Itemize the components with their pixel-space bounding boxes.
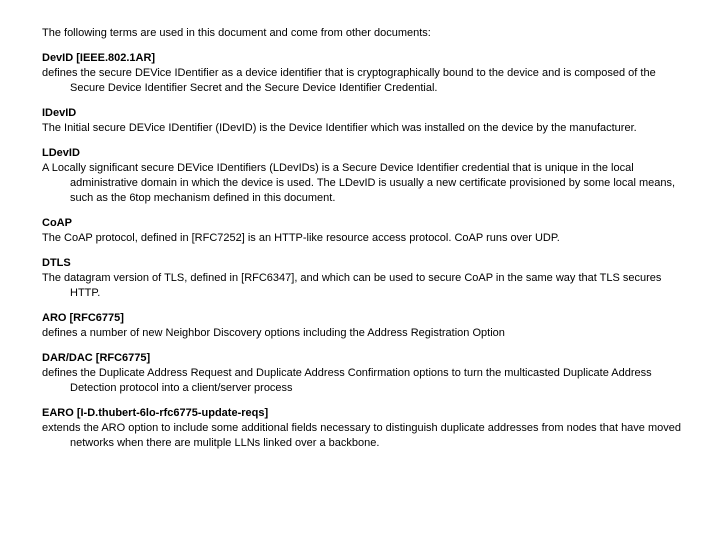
term-entry-devid <box>42 51 682 96</box>
term-title: CoAP <box>42 217 72 229</box>
term-entry-ldevid <box>42 146 682 206</box>
term-title: LDevID <box>42 147 80 159</box>
term-definition: defines the secure DEVice IDentifier as a device identifier that is cryptographically bound to the device and is composed of the Secure Device Identifier Secret and the Secure Device Identifier Credential. <box>42 67 656 94</box>
term-definition: The Initial secure DEVice IDentifier (IDevID) is the Device Identifier which was installed on the device by the manufacturer. <box>42 122 637 134</box>
term-title: DTLS <box>42 257 71 269</box>
term-title: EARO [I-D.thubert-6lo-rfc6775-update-reqs] <box>42 407 269 419</box>
term-definition: defines a number of new Neighbor Discovery options including the Address Registration Option <box>42 327 505 339</box>
term-title: DAR/DAC [RFC6775] <box>42 352 151 364</box>
term-title: IDevID <box>42 107 77 119</box>
term-entry-earo <box>42 406 682 451</box>
term-title: DevID [IEEE.802.1AR] <box>42 52 156 64</box>
term-entry-aro <box>42 311 682 341</box>
term-definition: A Locally significant secure DEVice IDentifiers (LDevIDs) is a Secure Device Identifier credential that is unique in the local administrative domain in which the device is used. The LDevID is usually a new certificate provisioned by some local means, such as the 6top mechanism defined in this document. <box>42 162 676 204</box>
term-definition: defines the Duplicate Address Request and Duplicate Address Confirmation options to turn the multicasted Duplicate Address Detection protocol into a client/server process <box>42 367 652 394</box>
term-definition: extends the ARO option to include some additional fields necessary to distinguish duplicate addresses from nodes that have moved networks when there are mulitple LLNs linked over a backbone. <box>42 422 681 449</box>
term-entry-idevid <box>42 106 682 136</box>
term-definition: The CoAP protocol, defined in [RFC7252] is an HTTP-like resource access protocol. CoAP runs over UDP. <box>42 232 560 244</box>
term-entry-dar-dac <box>42 351 682 396</box>
term-entry-dtls <box>42 256 682 301</box>
term-definition: The datagram version of TLS, defined in [RFC6347], and which can be used to secure CoAP in the same way that TLS secures HTTP. <box>42 272 662 299</box>
term-entry-coap <box>42 216 682 246</box>
document-page <box>42 26 682 461</box>
intro-text: The following terms are used in this document and come from other documents: <box>42 27 431 39</box>
term-title: ARO [RFC6775] <box>42 312 124 324</box>
